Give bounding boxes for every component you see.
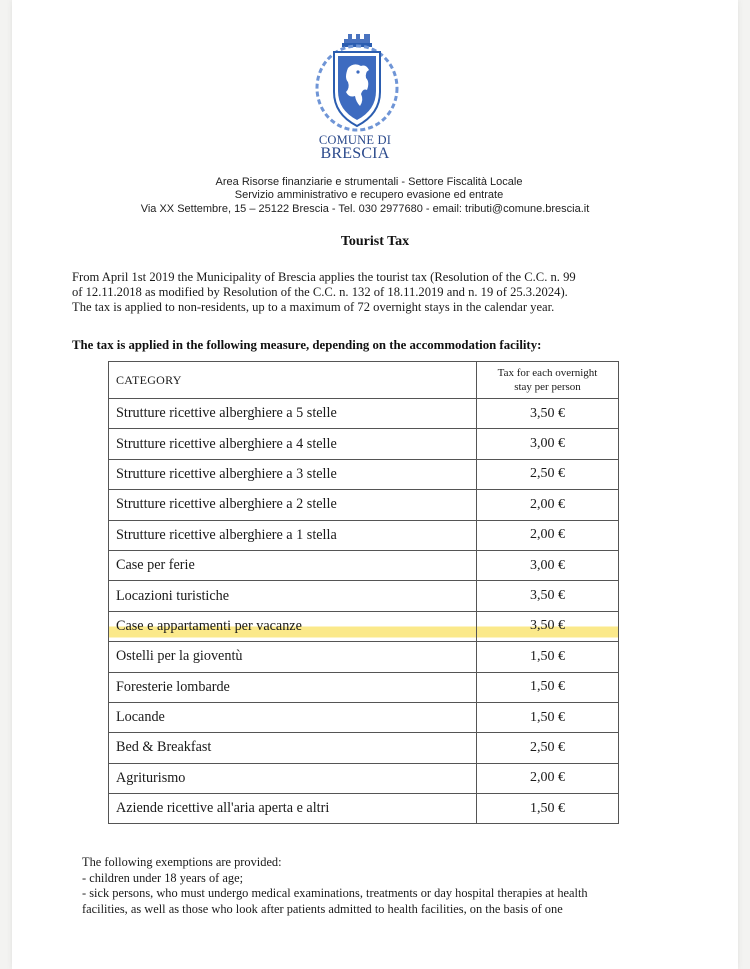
category-cell: Strutture ricettive alberghiere a 2 stelle: [109, 490, 477, 520]
category-cell: Case per ferie: [109, 550, 477, 580]
header-category: CATEGORY: [109, 362, 477, 399]
table-row: [109, 399, 619, 429]
intro-line: The tax is applied to non-residents, up to a maximum of 72 overnight stays in the calendar year.: [72, 300, 555, 314]
category-cell: Agriturismo: [109, 763, 477, 793]
table-row: [109, 490, 619, 520]
category-cell: Strutture ricettive alberghiere a 4 stelle: [109, 429, 477, 459]
header-tax: [477, 362, 619, 399]
table-row: [109, 459, 619, 489]
exemptions-heading: The following exemptions are provided:: [82, 855, 282, 869]
comune-label: COMUNE DI: [318, 133, 392, 147]
category-cell: Ostelli per la gioventù: [109, 642, 477, 672]
brescia-lion-crest-icon: [314, 30, 400, 134]
tax-cell: 2,50 €: [477, 733, 619, 763]
intro-line: of 12.11.2018 as modified by Resolution of the C.C. n. 132 of 18.11.2019 and n. 19 of 25.3.2024).: [72, 285, 568, 299]
table-row: [109, 520, 619, 550]
category-cell: Aziende ricettive all'aria aperta e altri: [109, 794, 477, 824]
contact-line: Via XX Settembre, 15 – 25122 Brescia - Tel. 030 2977680 - email: tributi@comune.brescia.it: [140, 203, 590, 215]
exemption-item: facilities, as well as those who look after patients admitted to health facilities, on the basis of one: [82, 901, 563, 916]
tax-cell: 3,00 €: [477, 550, 619, 580]
table-row: [109, 794, 619, 824]
header-tax-line1: Tax for each overnight: [497, 367, 598, 379]
tax-cell: 2,00 €: [477, 490, 619, 520]
category-cell-highlighted: Case e appartamenti per vacanze: [109, 611, 477, 641]
table-row: [109, 642, 619, 672]
service-line: Servizio amministrativo e recupero evasione ed entrate: [234, 189, 504, 201]
tax-cell: 2,00 €: [477, 763, 619, 793]
intro-paragraph: [72, 270, 672, 315]
category-cell: Strutture ricettive alberghiere a 1 stella: [109, 520, 477, 550]
tax-cell: 3,50 €: [477, 581, 619, 611]
exemption-item: - children under 18 years of age;: [82, 870, 244, 885]
header-tax-line2: stay per person: [514, 381, 581, 393]
table-row: [109, 672, 619, 702]
tax-cell: 1,50 €: [477, 672, 619, 702]
tax-cell: 3,50 €: [477, 399, 619, 429]
category-cell: Foresterie lombarde: [109, 672, 477, 702]
tourist-tax-table: [108, 361, 619, 824]
table-header-row: [109, 362, 619, 399]
tax-cell: 1,50 €: [477, 794, 619, 824]
table-row-highlighted: [109, 611, 619, 641]
table-row: [109, 581, 619, 611]
table-row: [109, 702, 619, 732]
category-cell: Bed & Breakfast: [109, 733, 477, 763]
table-row: [109, 550, 619, 580]
page-title: Tourist Tax: [340, 234, 410, 249]
category-cell: Strutture ricettive alberghiere a 3 stelle: [109, 459, 477, 489]
category-cell: Strutture ricettive alberghiere a 5 stelle: [109, 399, 477, 429]
tax-cell: 1,50 €: [477, 642, 619, 672]
exemption-item: - sick persons, who must undergo medical examinations, treatments or day hospital therapies at health: [82, 886, 588, 900]
category-cell: Locande: [109, 702, 477, 732]
intro-line: From April 1st 2019 the Municipality of Brescia applies the tourist tax (Resolution of the C.C. n. 99: [72, 270, 576, 284]
table-row: [109, 733, 619, 763]
tax-cell: 3,00 €: [477, 429, 619, 459]
table-row: [109, 429, 619, 459]
tax-cell-highlighted: 3,50 €: [477, 611, 619, 641]
tax-cell: 2,00 €: [477, 520, 619, 550]
comune-city-name: BRESCIA: [320, 145, 390, 162]
exemptions-section: [82, 855, 702, 917]
tax-cell: 2,50 €: [477, 459, 619, 489]
department-line: Area Risorse finanziarie e strumentali - Settore Fiscalità Locale: [215, 176, 523, 188]
tax-cell: 1,50 €: [477, 702, 619, 732]
category-cell: Locazioni turistiche: [109, 581, 477, 611]
table-row: [109, 763, 619, 793]
measure-heading: The tax is applied in the following measure, depending on the accommodation facility:: [72, 338, 542, 352]
